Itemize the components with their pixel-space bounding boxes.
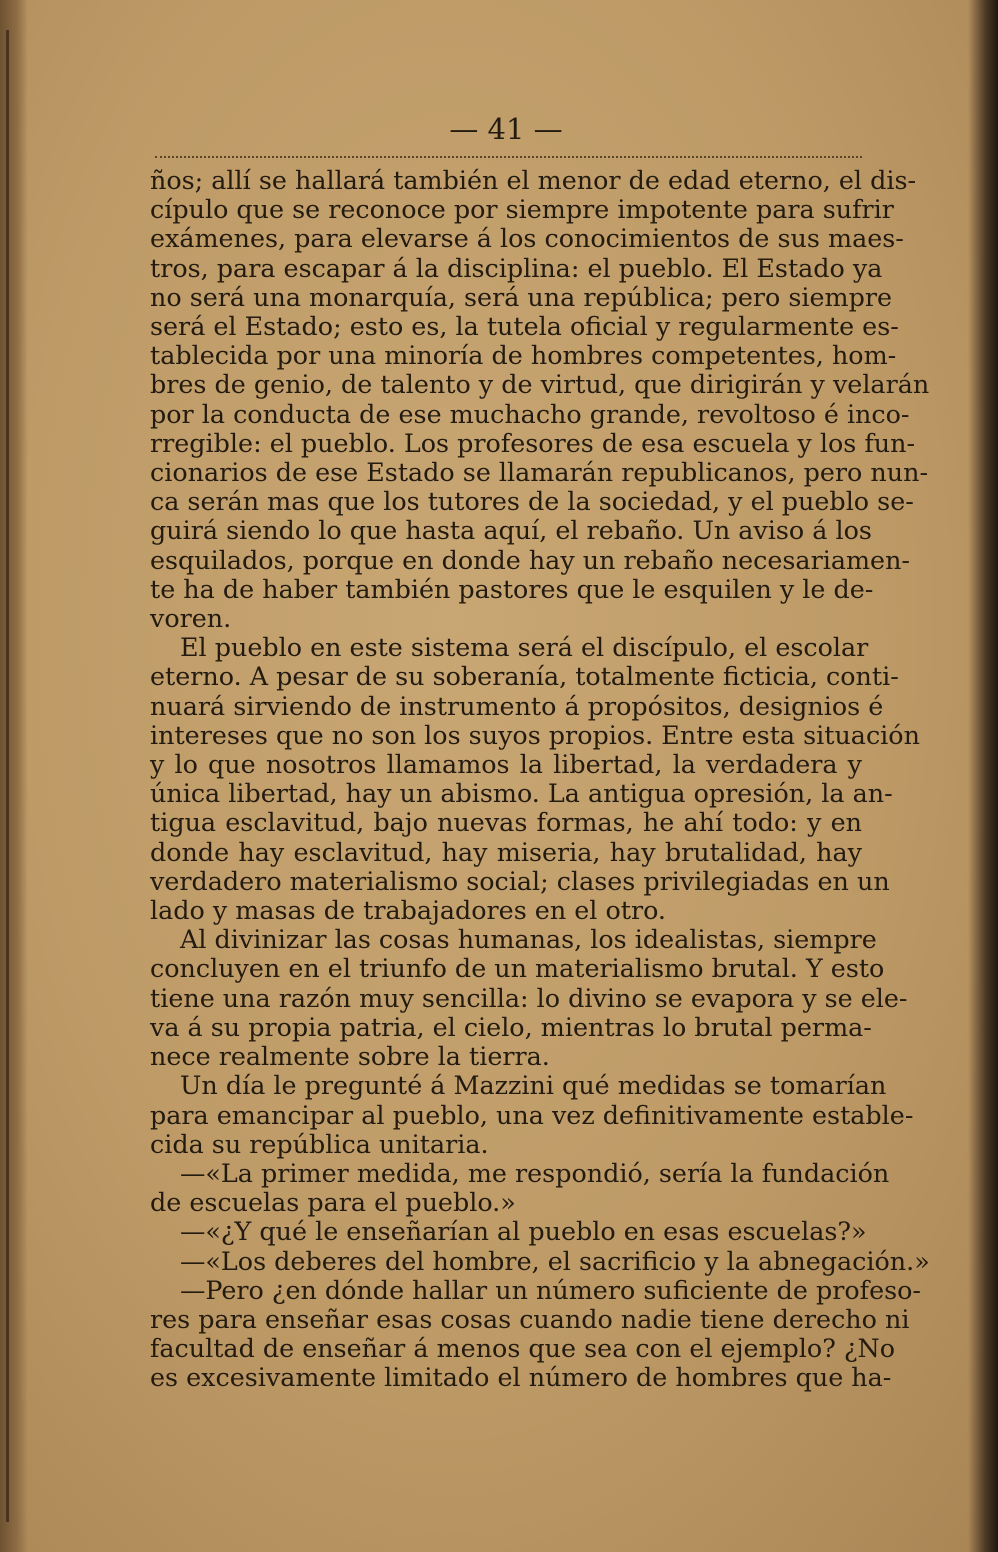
text-line: Al divinizar las cosas humanas, los idealistas, siempre [180, 924, 877, 955]
text-line: cionarios de ese Estado se llamarán republicanos, pero nun- [150, 457, 929, 488]
text-line: —«¿Y qué le enseñarían al pueblo en esas escuelas?» [180, 1216, 867, 1247]
text-line: y lo que nosotros llamamos la libertad, la verdadera y [150, 749, 862, 780]
text-line: Un día le pregunté á Mazzini qué medidas se tomarían [180, 1070, 887, 1101]
text-line: rregible: el pueblo. Los profesores de esa escuela y los fun- [150, 427, 916, 458]
text-line: —«Los deberes del hombre, el sacrificio y la abnegación.» [180, 1245, 930, 1276]
text-line: cida su república unitaria. [150, 1128, 489, 1159]
body-text [150, 165, 930, 1393]
text-line: para emancipar al pueblo, una vez definitivamente estable- [150, 1099, 914, 1130]
text-line: donde hay esclavitud, hay miseria, hay brutalidad, hay [150, 836, 862, 867]
text-line: res para enseñar esas cosas cuando nadie tiene derecho ni [150, 1303, 910, 1334]
text-line: es excesivamente limitado el número de hombres que ha- [150, 1362, 892, 1393]
text-line: va á su propia patria, el cielo, mientras lo brutal perma- [150, 1011, 872, 1042]
text-line: exámenes, para elevarse á los conocimientos de sus maes- [150, 223, 904, 254]
text-line: facultad de enseñar á menos que sea con el ejemplo? ¿No [150, 1333, 896, 1364]
text-line: bres de genio, de talento y de virtud, que dirigirán y velarán [150, 369, 930, 400]
page-number: — 41 — [449, 112, 563, 146]
text-line: ca serán mas que los tutores de la sociedad, y el pueblo se- [150, 486, 914, 517]
text-line: tros, para escapar á la disciplina: el pueblo. El Estado ya [150, 252, 883, 283]
text-line: no será una monarquía, será una república; pero siempre [150, 281, 893, 312]
text-line: te ha de haber también pastores que le esquilen y le de- [150, 573, 874, 604]
binding-edge [6, 30, 9, 1522]
text-line: —«La primer medida, me respondió, sería la fundación [180, 1157, 890, 1188]
text-line: lado y masas de trabajadores en el otro. [150, 895, 667, 926]
text-line: —Pero ¿en dónde hallar un número suficiente de profeso- [180, 1274, 922, 1305]
text-line: El pueblo en este sistema será el discípulo, el escolar [180, 632, 869, 663]
text-line: esquilados, porque en donde hay un rebaño necesariamen- [150, 544, 910, 575]
text-line: concluyen en el triunfo de un materialismo brutal. Y esto [150, 953, 885, 984]
text-line: guirá siendo lo que hasta aquí, el rebaño. Un aviso á los [150, 515, 872, 546]
text-line: tiene una razón muy sencilla: lo divino se evapora y se ele- [150, 982, 908, 1013]
text-line: única libertad, hay un abismo. La antigua opresión, la an- [150, 778, 893, 809]
text-line: por la conducta de ese muchacho grande, revoltoso é inco- [150, 398, 910, 429]
text-line: eterno. A pesar de su soberanía, totalmente ficticia, conti- [150, 661, 899, 692]
text-line: voren. [150, 603, 232, 634]
text-line: tigua esclavitud, bajo nuevas formas, he ahí todo: y en [150, 807, 862, 838]
text-line: ños; allí se hallará también el menor de edad eterno, el dis- [150, 165, 917, 195]
text-line: nece realmente sobre la tierra. [150, 1041, 550, 1072]
text-line: nuará sirviendo de instrumento á propósitos, designios é [150, 690, 884, 721]
text-line: verdadero materialismo social; clases privilegiadas en un [150, 865, 890, 896]
header-rule [155, 156, 862, 158]
text-line: de escuelas para el pueblo.» [150, 1187, 516, 1218]
text-line: intereses que no son los suyos propios. Entre esta situación [150, 719, 920, 750]
text-line: será el Estado; esto es, la tutela oficial y regularmente es- [150, 311, 899, 342]
text-line: cípulo que se reconoce por siempre impotente para sufrir [150, 194, 894, 225]
text-line: tablecida por una minoría de hombres competentes, hom- [150, 340, 897, 371]
